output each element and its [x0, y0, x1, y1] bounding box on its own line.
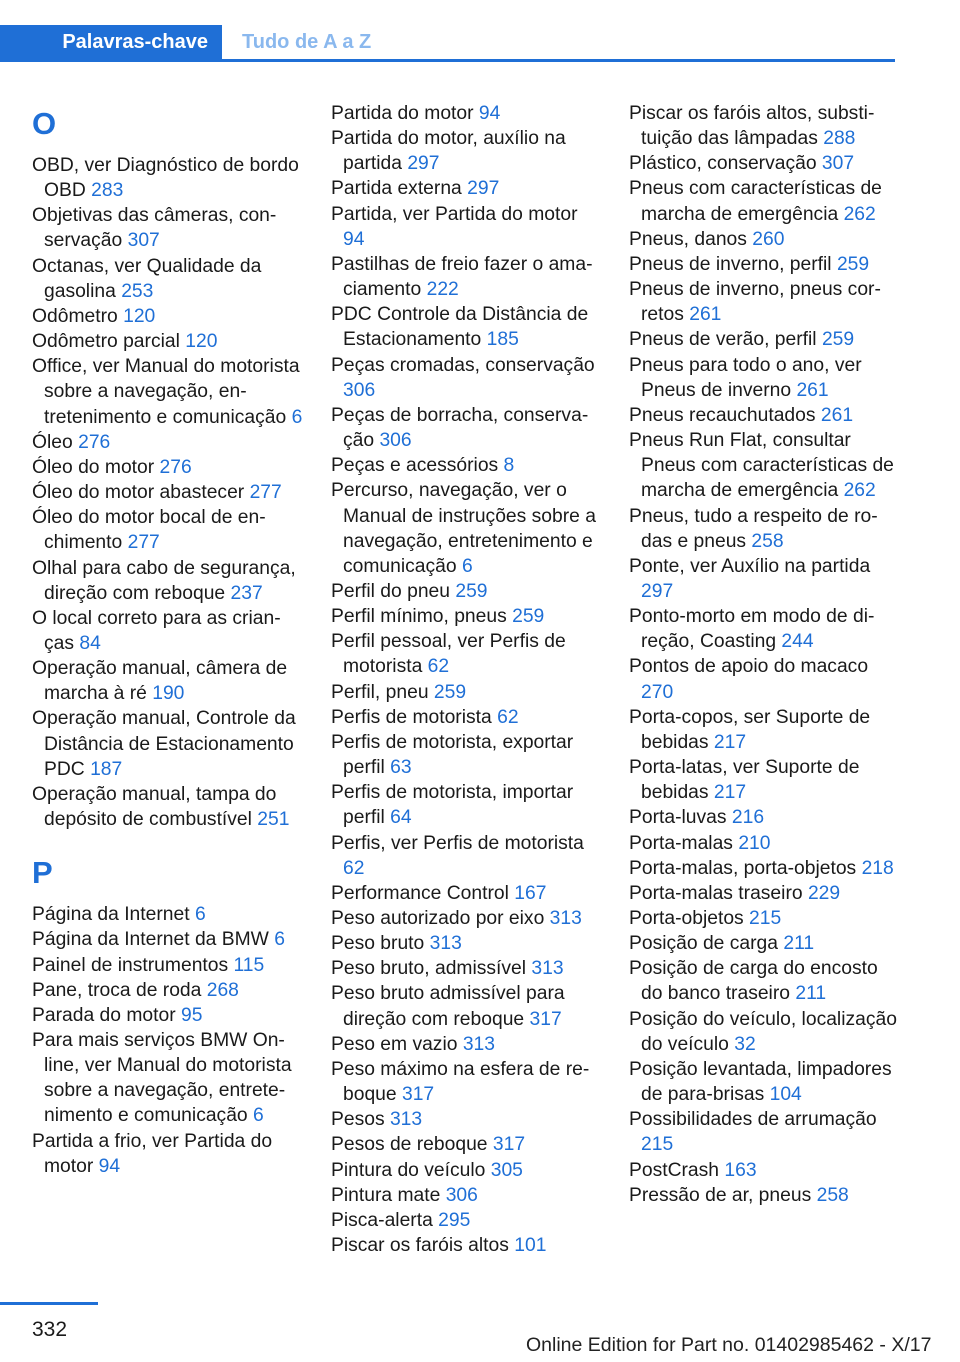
index-entry	[629, 705, 901, 755]
page-reference-link[interactable]: 237	[230, 582, 263, 604]
page-reference-link[interactable]: 115	[233, 954, 265, 976]
index-entry	[629, 906, 901, 931]
index-entry	[331, 1158, 603, 1183]
entry-text: Pane, troca de roda	[32, 979, 202, 1001]
index-entry	[32, 480, 304, 505]
page-reference-link[interactable]: 306	[445, 1184, 478, 1206]
page-reference-link[interactable]: 217	[713, 782, 747, 804]
index-entry	[32, 304, 304, 329]
page-reference-link[interactable]: 268	[206, 979, 239, 1001]
index-entry	[331, 604, 603, 629]
page-reference-link[interactable]: 261	[796, 379, 829, 401]
index-entry	[32, 153, 304, 203]
index-entry	[331, 126, 603, 176]
page-reference-link[interactable]: 216	[731, 807, 765, 829]
entry-text: Peso autorizado por eixo	[331, 908, 545, 929]
index-entry	[331, 101, 603, 126]
index-entry	[32, 430, 304, 455]
index-entry	[32, 1028, 304, 1129]
page-reference-link[interactable]: 211	[783, 933, 815, 955]
index-entry	[331, 780, 603, 830]
index-entry	[331, 906, 603, 931]
page-reference-link[interactable]: 259	[455, 580, 488, 602]
entry-text: Página da Internet da BMW	[32, 929, 269, 951]
entry-text: Objetivas das câmeras, conservação	[32, 205, 277, 252]
page-reference-link[interactable]: 259	[512, 606, 545, 628]
page-reference-link[interactable]: 288	[823, 128, 856, 150]
entry-text: Odômetro parcial	[32, 331, 180, 353]
entry-text: Peso bruto	[331, 933, 425, 955]
index-entry	[32, 203, 304, 253]
entry-text: Porta-malas traseiro	[629, 882, 803, 904]
entry-text: Pastilhas de freio fazer o amaciamento	[331, 253, 593, 301]
index-entry	[629, 755, 901, 805]
entry-text: Porta-luvas	[629, 807, 727, 829]
entry-text: Possibilidades de arrumação	[629, 1109, 877, 1131]
index-entry-list	[629, 101, 901, 1208]
index-entry	[331, 1183, 603, 1208]
index-column-2	[331, 101, 603, 1258]
entry-text: Office, ver Manual do motorista sobre a navegação, entretenimento e comunicação	[32, 356, 300, 428]
page-reference-link[interactable]: 229	[807, 882, 841, 904]
entry-text: Pneus de inverno, pneus corretos	[629, 279, 881, 326]
entry-text: Perfis de motorista, importar perfil	[331, 782, 574, 829]
index-entry	[629, 176, 901, 226]
page-reference-link[interactable]: 6	[461, 555, 473, 577]
page-reference-link[interactable]: 317	[529, 1008, 562, 1030]
entry-text: Página da Internet	[32, 904, 190, 926]
page-reference-link[interactable]: 307	[821, 153, 855, 175]
entry-text: Perfis de motorista	[331, 706, 492, 728]
page-reference-link[interactable]: 62	[343, 857, 365, 879]
index-entry	[629, 1158, 901, 1183]
page-reference-link[interactable]: 84	[79, 632, 101, 654]
index-entry	[331, 353, 603, 403]
header-tabs	[0, 0, 895, 62]
index-entry	[629, 277, 901, 327]
index-entry	[331, 981, 603, 1031]
index-column-3	[629, 101, 901, 1208]
page-reference-link[interactable]: 317	[492, 1134, 526, 1156]
index-entry	[629, 931, 901, 956]
entry-text: Pesos	[331, 1109, 385, 1131]
index-entry	[331, 1032, 603, 1057]
entry-text: Octanas, ver Qualidade da gasolina	[32, 255, 262, 302]
edition-footer: Online Edition for Part no. 01402985462 - X/17	[526, 1334, 932, 1356]
entry-text: PostCrash	[629, 1159, 720, 1181]
entry-text: Peso bruto admissível para direção com reboque	[331, 983, 565, 1030]
index-entry	[32, 455, 304, 480]
page-reference-link[interactable]: 313	[429, 933, 462, 955]
page-reference-link[interactable]: 167	[514, 882, 547, 904]
entry-text: Ponte, ver Auxílio na partida	[629, 555, 871, 577]
page-reference-link[interactable]: 62	[427, 656, 450, 678]
entry-text: Pneus com características de marcha de emergência	[629, 178, 882, 225]
page-reference-link[interactable]: 120	[123, 305, 156, 327]
index-entry	[331, 1107, 603, 1132]
page-reference-link[interactable]: 277	[127, 532, 160, 554]
entry-text: Porta-malas	[629, 832, 733, 854]
index-entry	[331, 478, 603, 579]
entry-text: Óleo do motor bocal de enchimento	[32, 507, 266, 554]
page-reference-link[interactable]: 210	[738, 832, 771, 854]
page-reference-link[interactable]: 63	[390, 757, 412, 779]
index-entry	[32, 656, 304, 706]
page-reference-link[interactable]: 313	[389, 1109, 423, 1131]
page-reference-link[interactable]: 62	[497, 706, 519, 728]
page-reference-link[interactable]: 276	[78, 431, 111, 453]
entry-text: OBD, ver Diagnóstico de bordo OBD	[32, 155, 299, 202]
page-reference-link[interactable]: 258	[816, 1184, 849, 1206]
index-entry	[32, 1129, 304, 1179]
index-entry	[331, 202, 603, 252]
page-reference-link[interactable]: 187	[90, 758, 123, 780]
entry-text: Partida do motor	[331, 103, 474, 124]
entry-text: Perfil pessoal, ver Perfis de motorista	[331, 631, 566, 678]
index-entry	[32, 505, 304, 555]
index-entry	[32, 706, 304, 781]
entry-text: Partida a frio, ver Partida do motor	[32, 1130, 273, 1177]
page-reference-link[interactable]: 258	[751, 530, 784, 552]
index-entry	[32, 927, 304, 952]
index-entry	[32, 606, 304, 656]
page-reference-link[interactable]: 253	[121, 280, 154, 302]
index-entry	[629, 604, 901, 654]
page-reference-link[interactable]: 244	[781, 631, 814, 653]
page-reference-link[interactable]: 6	[194, 904, 206, 926]
page-reference-link[interactable]: 94	[343, 228, 365, 250]
index-entry	[629, 327, 901, 352]
page-reference-link[interactable]: 222	[426, 279, 459, 301]
entry-text: Pneus recauchutados	[629, 404, 816, 426]
index-entry	[629, 1107, 901, 1157]
index-entry	[629, 353, 901, 403]
page-reference-link[interactable]: 185	[486, 329, 519, 351]
entry-text: Pressão de ar, pneus	[629, 1184, 812, 1206]
page-reference-link[interactable]: 94	[478, 103, 501, 124]
entry-text: Pesos de reboque	[331, 1134, 488, 1156]
entry-text: Pintura mate	[331, 1184, 441, 1206]
entry-text: Percurso, navegação, ver o Manual de instruções sobre a navegação, entretenimento e comunicação	[331, 480, 596, 577]
index-entry	[331, 730, 603, 780]
entry-text: Para mais serviços BMW Online, ver Manual do motorista sobre a navegação, entretenimento e comunicação	[32, 1030, 292, 1127]
entry-text: Peso em vazio	[331, 1033, 458, 1055]
entry-text: Posição do veículo, localização do veículo	[629, 1008, 897, 1055]
index-entry-list	[32, 902, 304, 1179]
page-reference-link[interactable]: 305	[490, 1159, 523, 1181]
index-entry	[629, 654, 901, 704]
page-reference-link[interactable]: 215	[749, 908, 782, 929]
page-number-rule	[0, 1302, 98, 1305]
tab-keywords[interactable]: Palavras-chave	[0, 25, 222, 60]
tab-a-to-z[interactable]: Tudo de A a Z	[242, 31, 372, 53]
index-entry	[32, 329, 304, 354]
page-reference-link[interactable]: 261	[689, 304, 722, 326]
page-reference-link[interactable]: 259	[433, 681, 467, 703]
index-entry	[331, 705, 603, 730]
page-reference-link[interactable]: 306	[379, 430, 412, 452]
entry-text: Peso máximo na esfera de reboque	[331, 1058, 590, 1106]
entry-text: Pneus de inverno, perfil	[629, 253, 832, 275]
page-reference-link[interactable]: 251	[257, 809, 290, 831]
page-reference-link[interactable]: 32	[734, 1033, 756, 1055]
entry-text: Plástico, conservação	[629, 153, 817, 175]
entry-text: Pontos de apoio do macaco	[629, 656, 869, 678]
page-reference-link[interactable]: 276	[159, 456, 192, 478]
section-letter: P	[32, 855, 53, 891]
page-reference-link[interactable]: 211	[795, 983, 827, 1005]
page-reference-link[interactable]: 262	[843, 203, 876, 225]
index-entry	[629, 856, 901, 881]
entry-text: Porta-malas, porta-objetos	[629, 857, 857, 879]
entry-text: PDC Controle da Distância de Estacionamento	[331, 304, 589, 351]
index-entry	[629, 101, 901, 151]
entry-text: Odômetro	[32, 305, 118, 327]
index-entry	[32, 902, 304, 927]
index-entry	[629, 151, 901, 176]
index-entry	[629, 956, 901, 1006]
page-reference-link[interactable]: 295	[438, 1209, 471, 1231]
entry-text: Perfis, ver Perfis de motorista	[331, 832, 584, 854]
entry-text: Partida, ver Partida do motor	[331, 203, 578, 225]
index-entry	[331, 453, 603, 478]
index-entry	[331, 403, 603, 453]
entry-text: Posição de carga do encosto do banco traseiro	[629, 958, 878, 1005]
index-entry	[32, 953, 304, 978]
page-reference-link[interactable]: 306	[343, 379, 376, 401]
entry-text: Perfis de motorista, exportar perfil	[331, 731, 574, 779]
page-reference-link[interactable]: 94	[98, 1155, 121, 1177]
entry-text: Pneus, tudo a respeito de rodas e pneus	[629, 505, 878, 552]
entry-text: Peças de borracha, conservação	[331, 404, 589, 452]
page-reference-link[interactable]: 262	[843, 480, 876, 502]
entry-text: Operação manual, tampa do depósito de combustível	[32, 783, 277, 831]
index-entry	[331, 252, 603, 302]
page-reference-link[interactable]: 297	[407, 153, 440, 175]
entry-text: O local correto para as crianças	[32, 607, 281, 654]
entry-text: Porta-copos, ser Suporte de bebidas	[629, 706, 871, 753]
entry-text: Performance Control	[331, 882, 509, 904]
page-reference-link[interactable]: 259	[821, 329, 855, 351]
page-reference-link[interactable]: 313	[531, 958, 564, 980]
page-reference-link[interactable]: 313	[549, 908, 582, 929]
index-entry	[331, 302, 603, 352]
page-reference-link[interactable]: 307	[127, 230, 160, 252]
entry-text: Óleo do motor abastecer	[32, 482, 245, 504]
entry-text: Piscar os faróis altos	[331, 1235, 509, 1257]
index-entry	[32, 782, 304, 832]
index-entry	[629, 428, 901, 503]
index-entry	[32, 978, 304, 1003]
entry-text: Pintura do veículo	[331, 1159, 486, 1181]
index-entry	[331, 1208, 603, 1233]
index-entry	[629, 881, 901, 906]
index-entry-list	[32, 153, 304, 832]
entry-text: Partida do motor, auxílio na partida	[331, 128, 566, 175]
index-entry	[629, 831, 901, 856]
entry-text: Peças cromadas, conservação	[331, 354, 595, 376]
page-reference-link[interactable]: 120	[185, 331, 218, 353]
page-reference-link[interactable]: 313	[462, 1033, 495, 1055]
entry-text: Operação manual, Controle da Distância de Estacionamento PDC	[32, 708, 296, 780]
index-entry	[629, 227, 901, 252]
index-entry	[629, 805, 901, 830]
index-entry	[331, 931, 603, 956]
page-reference-link[interactable]: 218	[861, 857, 894, 879]
entry-text: Ponto-morto em modo de direção, Coasting	[629, 606, 875, 653]
page-reference-link[interactable]: 190	[152, 683, 185, 705]
entry-text: Pneus para todo o ano, ver Pneus de inverno	[629, 354, 862, 401]
entry-text: Posição de carga	[629, 933, 778, 955]
entry-text: Pneus, danos	[629, 228, 747, 250]
section-letter: O	[32, 106, 57, 141]
page-reference-link[interactable]: 95	[180, 1004, 203, 1026]
entry-text: Operação manual, câmera de marcha à ré	[32, 658, 288, 705]
entry-text: Porta-latas, ver Suporte de bebidas	[629, 757, 860, 804]
page-reference-link[interactable]: 283	[91, 180, 124, 202]
entry-text: Piscar os faróis altos, substituição das lâmpadas	[629, 103, 875, 150]
index-entry	[32, 354, 304, 429]
page-reference-link[interactable]: 317	[401, 1084, 435, 1106]
page-number: 332	[32, 1318, 68, 1341]
page-reference-link[interactable]: 215	[641, 1134, 674, 1156]
page-reference-link[interactable]: 261	[820, 404, 854, 426]
entry-text: Peças e acessórios	[331, 455, 499, 477]
page-reference-link[interactable]: 270	[641, 681, 674, 703]
entry-text: Perfil, pneu	[331, 681, 429, 703]
page-reference-link[interactable]: 260	[752, 228, 785, 250]
index-entry	[331, 881, 603, 906]
page-reference-link[interactable]: 6	[253, 1105, 264, 1127]
page-reference-link[interactable]: 104	[769, 1084, 802, 1106]
index-entry	[629, 403, 901, 428]
index-entry	[629, 1057, 901, 1107]
entry-text: Óleo	[32, 431, 73, 453]
index-entry	[331, 680, 603, 705]
index-entry	[331, 1233, 603, 1258]
entry-text: Pisca-alerta	[331, 1209, 433, 1231]
index-entry	[629, 1007, 901, 1057]
index-entry	[32, 1003, 304, 1028]
entry-text: Partida externa	[331, 178, 462, 200]
index-entry	[331, 831, 603, 881]
page-reference-link[interactable]: 297	[467, 178, 500, 200]
entry-text: Perfil do pneu	[331, 580, 450, 602]
page-reference-link[interactable]: 64	[390, 807, 412, 829]
entry-text: Pneus de verão, perfil	[629, 329, 817, 351]
index-entry	[331, 1132, 603, 1157]
entry-text: Óleo do motor	[32, 456, 155, 478]
page-reference-link[interactable]: 297	[641, 580, 674, 602]
index-entry	[331, 956, 603, 981]
page-reference-link[interactable]: 163	[724, 1159, 757, 1181]
entry-text: Peso bruto, admissível	[331, 958, 527, 980]
page-reference-link[interactable]: 6	[274, 929, 285, 951]
page-reference-link[interactable]: 259	[836, 253, 870, 275]
index-entry	[629, 554, 901, 604]
entry-text: Painel de instrumentos	[32, 954, 229, 976]
index-entry	[32, 254, 304, 304]
index-entry	[629, 504, 901, 554]
index-entry	[331, 1057, 603, 1107]
index-entry	[331, 579, 603, 604]
index-entry	[32, 556, 304, 606]
entry-text: Posição levantada, limpadores de para-brisas	[629, 1058, 892, 1106]
index-column-1	[32, 101, 304, 1179]
index-entry	[331, 629, 603, 679]
index-entry	[629, 1183, 901, 1208]
index-entry	[331, 176, 603, 201]
page-reference-link[interactable]: 277	[249, 482, 282, 504]
entry-text: Olhal para cabo de segurança, direção com reboque	[32, 557, 296, 604]
page-reference-link[interactable]: 8	[503, 455, 515, 477]
index-entry	[629, 252, 901, 277]
entry-text: Pneus Run Flat, consultar Pneus com características de marcha de emergência	[629, 430, 894, 502]
index-entry-list	[331, 101, 603, 1258]
page-reference-link[interactable]: 6	[291, 406, 303, 428]
entry-text: Parada do motor	[32, 1004, 176, 1026]
page-reference-link[interactable]: 217	[713, 731, 747, 753]
entry-text: Perfil mínimo, pneus	[331, 606, 507, 628]
page-reference-link[interactable]: 101	[514, 1235, 547, 1257]
entry-text: Porta-objetos	[629, 908, 744, 929]
